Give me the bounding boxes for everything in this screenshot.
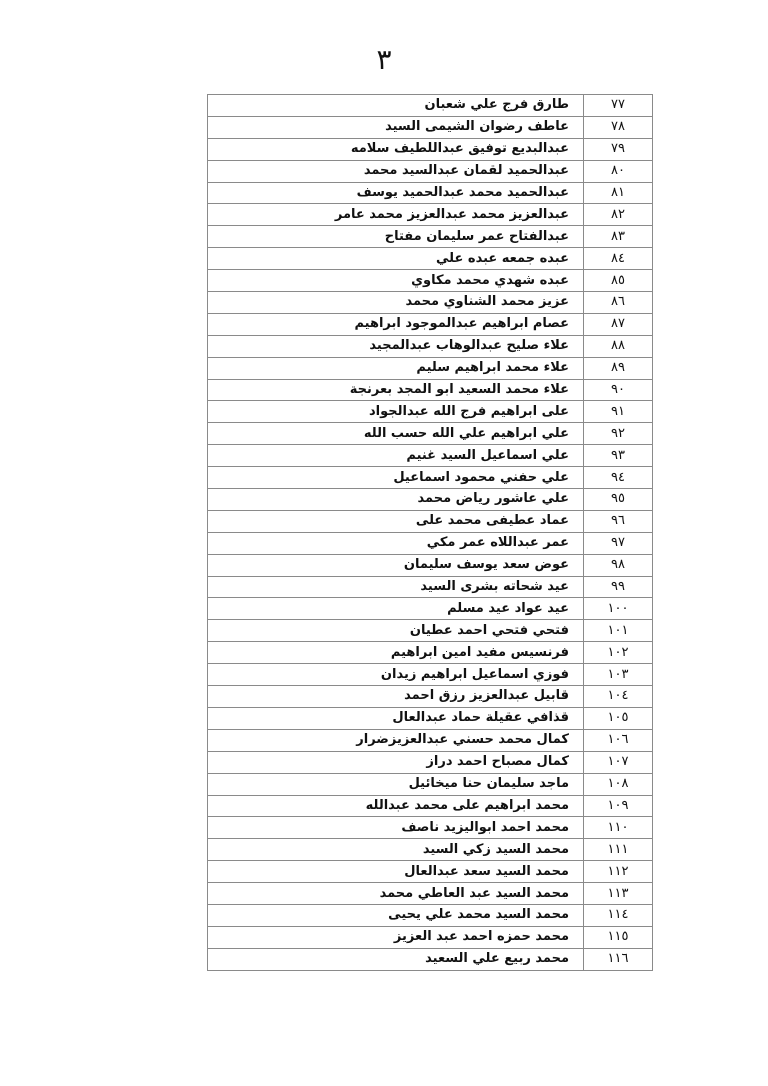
row-name: عماد عطيفى محمد على (208, 510, 584, 532)
row-name: ماجد سليمان حنا ميخائيل (208, 773, 584, 795)
row-name: على ابراهيم فرج الله عبدالجواد (208, 401, 584, 423)
row-name: علي اسماعيل السيد غنيم (208, 445, 584, 467)
row-number: ٧٩ (584, 138, 653, 160)
row-name: طارق فرج علي شعبان (208, 95, 584, 117)
row-number: ٩٤ (584, 467, 653, 489)
table-row (208, 510, 653, 532)
table-row (208, 292, 653, 314)
table-row (208, 576, 653, 598)
page-number: ٣ (376, 43, 392, 76)
row-number: ٩٥ (584, 489, 653, 511)
table-row (208, 423, 653, 445)
table-row (208, 707, 653, 729)
table-row (208, 489, 653, 511)
row-number: ٨٢ (584, 204, 653, 226)
row-number: ١٠٠ (584, 598, 653, 620)
table-row (208, 751, 653, 773)
row-number: ٩١ (584, 401, 653, 423)
table-row (208, 795, 653, 817)
row-number: ٩٠ (584, 379, 653, 401)
table-row (208, 948, 653, 970)
row-name: عبدالعزيز محمد عبدالعزيز محمد عامر (208, 204, 584, 226)
table-row (208, 445, 653, 467)
row-name: علي حفني محمود اسماعيل (208, 467, 584, 489)
table-row (208, 817, 653, 839)
table-row (208, 686, 653, 708)
row-number: ١٠٤ (584, 686, 653, 708)
table-row (208, 839, 653, 861)
row-name: عوض سعد يوسف سليمان (208, 554, 584, 576)
row-name: محمد ربيع علي السعيد (208, 948, 584, 970)
table-row (208, 270, 653, 292)
row-number: ٨٤ (584, 248, 653, 270)
row-number: ٩٧ (584, 532, 653, 554)
row-name: كمال مصباح احمد دراز (208, 751, 584, 773)
row-number: ٨٣ (584, 226, 653, 248)
row-number: ٨٧ (584, 313, 653, 335)
table-row (208, 554, 653, 576)
row-number: ٨٥ (584, 270, 653, 292)
row-number: ١١٠ (584, 817, 653, 839)
row-number: ٩٨ (584, 554, 653, 576)
row-name: فتحي فتحي احمد عطيان (208, 620, 584, 642)
row-name: قذافي عقيلة حماد عبدالعال (208, 707, 584, 729)
table-row (208, 532, 653, 554)
row-name: قابيل عبدالعزيز رزق احمد (208, 686, 584, 708)
row-name: عبده شهدي محمد مكاوي (208, 270, 584, 292)
row-name: عصام ابراهيم عبدالموجود ابراهيم (208, 313, 584, 335)
row-number: ٧٨ (584, 116, 653, 138)
row-number: ١١٣ (584, 883, 653, 905)
row-number: ١٠٢ (584, 642, 653, 664)
table-row (208, 664, 653, 686)
table-row (208, 204, 653, 226)
row-name: علي ابراهيم علي الله حسب الله (208, 423, 584, 445)
row-number: ٨٠ (584, 160, 653, 182)
row-number: ٧٧ (584, 95, 653, 117)
row-name: علاء محمد السعيد ابو المجد بعرنجة (208, 379, 584, 401)
table-row (208, 226, 653, 248)
row-number: ١٠٩ (584, 795, 653, 817)
table-row (208, 335, 653, 357)
row-name: محمد احمد ابواليزيد ناصف (208, 817, 584, 839)
table-row (208, 904, 653, 926)
table-row (208, 926, 653, 948)
row-number: ٩٩ (584, 576, 653, 598)
row-name: محمد السيد محمد علي يحيى (208, 904, 584, 926)
table-row (208, 729, 653, 751)
table-row (208, 357, 653, 379)
table-row (208, 116, 653, 138)
row-name: عبدالحميد محمد عبدالحميد يوسف (208, 182, 584, 204)
row-name: فوزي اسماعيل ابراهيم زيدان (208, 664, 584, 686)
row-number: ١١٥ (584, 926, 653, 948)
row-number: ٨٩ (584, 357, 653, 379)
table-row (208, 642, 653, 664)
row-name: محمد حمزه احمد عبد العزيز (208, 926, 584, 948)
row-name: محمد السيد زكي السيد (208, 839, 584, 861)
row-number: ١١١ (584, 839, 653, 861)
table-row (208, 401, 653, 423)
table-row (208, 467, 653, 489)
row-name: عاطف رضوان الشيمى السيد (208, 116, 584, 138)
row-number: ١٠٧ (584, 751, 653, 773)
row-number: ١١٤ (584, 904, 653, 926)
row-number: ٨١ (584, 182, 653, 204)
row-number: ٨٨ (584, 335, 653, 357)
names-table (207, 94, 653, 971)
table-row (208, 95, 653, 117)
table-row (208, 313, 653, 335)
row-number: ١١٢ (584, 861, 653, 883)
row-name: عيد شحاته بشرى السيد (208, 576, 584, 598)
row-number: ١١٦ (584, 948, 653, 970)
table-row (208, 182, 653, 204)
row-name: عبدالحميد لقمان عبدالسيد محمد (208, 160, 584, 182)
table-row (208, 248, 653, 270)
row-name: عيد عواد عيد مسلم (208, 598, 584, 620)
row-name: عمر عبداللاه عمر مكي (208, 532, 584, 554)
row-name: محمد السيد عبد العاطي محمد (208, 883, 584, 905)
row-name: عبدالفتاح عمر سليمان مفتاح (208, 226, 584, 248)
table-row (208, 883, 653, 905)
row-name: عبدالبديع توفيق عبداللطيف سلامه (208, 138, 584, 160)
row-number: ١٠١ (584, 620, 653, 642)
table-row (208, 160, 653, 182)
table-row (208, 379, 653, 401)
row-name: فرنسيس مفيد امين ابراهيم (208, 642, 584, 664)
row-name: محمد ابراهيم على محمد عبدالله (208, 795, 584, 817)
row-name: علي عاشور رياض محمد (208, 489, 584, 511)
row-number: ١٠٣ (584, 664, 653, 686)
table-row (208, 138, 653, 160)
row-name: كمال محمد حسني عبدالعزيزضرار (208, 729, 584, 751)
row-number: ١٠٨ (584, 773, 653, 795)
row-number: ٩٣ (584, 445, 653, 467)
row-name: علاء صليح عبدالوهاب عبدالمجيد (208, 335, 584, 357)
names-table-body (208, 95, 653, 971)
row-number: ٩٢ (584, 423, 653, 445)
row-number: ١٠٦ (584, 729, 653, 751)
row-number: ٩٦ (584, 510, 653, 532)
table-row (208, 861, 653, 883)
table-row (208, 620, 653, 642)
row-number: ١٠٥ (584, 707, 653, 729)
row-number: ٨٦ (584, 292, 653, 314)
table-row (208, 598, 653, 620)
row-name: محمد السيد سعد عبدالعال (208, 861, 584, 883)
row-name: عزيز محمد الشناوي محمد (208, 292, 584, 314)
row-name: علاء محمد ابراهيم سليم (208, 357, 584, 379)
table-row (208, 773, 653, 795)
row-name: عبده جمعه عبده علي (208, 248, 584, 270)
